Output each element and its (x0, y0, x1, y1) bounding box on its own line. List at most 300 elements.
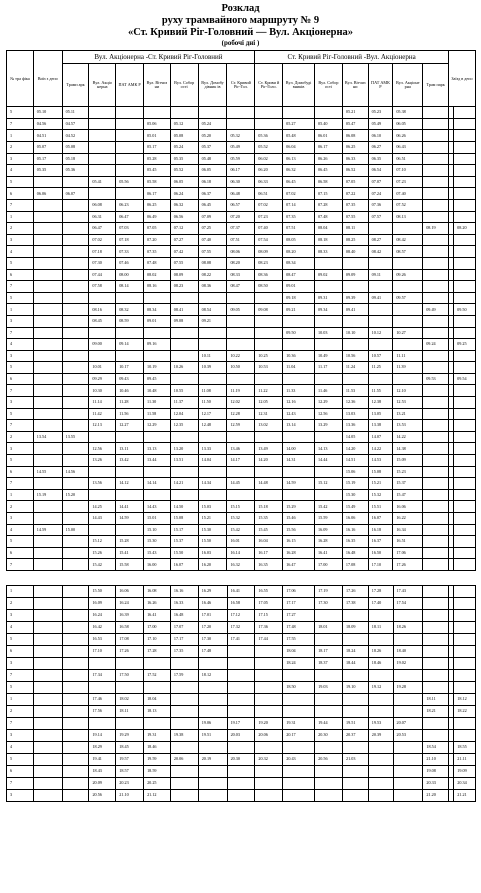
time-cell (454, 130, 476, 142)
time-cell: 17.28 (368, 585, 393, 597)
trip-number: 1 (7, 130, 34, 142)
time-cell: 15.08 (170, 513, 198, 525)
time-cell (454, 597, 476, 609)
time-cell: 10.01 (89, 362, 116, 374)
time-cell (454, 729, 476, 741)
trip-number: 3 (7, 350, 34, 362)
time-cell (116, 107, 144, 119)
time-cell: 05.52 (170, 165, 198, 177)
time-cell: 18.45 (116, 741, 144, 753)
trip-number: 5 (7, 292, 34, 304)
time-cell: 19.57 (116, 753, 144, 765)
time-cell (343, 765, 369, 777)
time-cell (33, 741, 62, 753)
time-cell: 17.40 (368, 597, 393, 609)
time-cell (423, 130, 449, 142)
time-cell: 17.10 (368, 559, 393, 571)
time-cell: 17.00 (144, 621, 171, 633)
time-cell: 12.27 (116, 420, 144, 432)
time-cell (283, 789, 315, 801)
time-cell: 13.54 (33, 431, 62, 443)
time-cell (33, 501, 62, 513)
time-cell (315, 373, 343, 385)
time-cell: 08.57 (393, 246, 423, 258)
time-cell: 12.56 (315, 408, 343, 420)
time-cell (33, 559, 62, 571)
table-row (7, 420, 476, 432)
trip-number: 5 (7, 681, 34, 693)
time-cell (315, 609, 343, 621)
time-cell: 12.43 (283, 408, 315, 420)
time-cell: 08.02 (144, 269, 171, 281)
time-cell (33, 304, 62, 316)
time-cell (62, 397, 89, 409)
time-cell: 18.54 (423, 741, 449, 753)
time-cell (393, 223, 423, 235)
time-cell: 11.53 (342, 385, 368, 397)
time-cell (227, 107, 255, 119)
time-cell: 17.46 (89, 693, 116, 705)
time-cell: 21.11 (454, 753, 476, 765)
time-cell: 20.06 (255, 729, 283, 741)
time-cell (89, 165, 116, 177)
time-cell (454, 292, 476, 304)
time-cell (255, 789, 283, 801)
time-cell (255, 669, 283, 681)
time-cell: 15.42 (315, 501, 343, 513)
time-cell: 05.27 (283, 118, 315, 130)
time-cell (393, 633, 423, 645)
time-cell: 16.16 (342, 524, 368, 536)
time-cell: 17.43 (393, 585, 423, 597)
time-cell: 16.24 (116, 597, 144, 609)
time-cell (454, 431, 476, 443)
time-cell (144, 717, 171, 729)
time-cell: 15.29 (283, 501, 315, 513)
time-cell: 09.25 (454, 339, 476, 351)
time-cell (423, 397, 449, 409)
time-cell: 07.37 (227, 223, 255, 235)
time-cell: 05.36 (255, 130, 283, 142)
time-cell: 11.24 (342, 362, 368, 374)
time-cell: 07.20 (144, 234, 171, 246)
time-cell: 13.13 (144, 443, 171, 455)
time-cell (33, 789, 62, 801)
table-row (7, 385, 476, 397)
time-cell: 16.17 (255, 547, 283, 559)
time-cell (343, 741, 369, 753)
time-cell: 17.26 (343, 585, 369, 597)
table-row (7, 524, 476, 536)
time-cell: 20.09 (89, 777, 116, 789)
time-cell (33, 547, 62, 559)
time-cell: 15.32 (227, 513, 255, 525)
time-cell: 07.40 (198, 234, 227, 246)
time-cell: 08.54 (198, 304, 227, 316)
time-cell (283, 777, 315, 789)
time-cell (423, 547, 449, 559)
time-cell (198, 681, 227, 693)
time-cell: 15.59 (315, 513, 343, 525)
time-cell: 06.25 (342, 142, 368, 154)
time-cell: 12.36 (342, 397, 368, 409)
time-cell: 17.20 (198, 621, 227, 633)
time-cell: 13.55 (62, 431, 89, 443)
time-cell (227, 765, 255, 777)
header-stop: ПАТ АМК Р (116, 64, 144, 107)
time-cell: 18.37 (315, 657, 343, 669)
time-cell: 10.57 (368, 350, 393, 362)
time-cell (116, 524, 144, 536)
time-cell: 08.20 (283, 246, 315, 258)
time-cell: 19.51 (198, 729, 227, 741)
table-row (7, 118, 476, 130)
time-cell: 06.27 (368, 142, 393, 154)
table-row (7, 466, 476, 478)
time-cell (33, 645, 62, 657)
time-cell: 07.51 (283, 223, 315, 235)
time-cell: 14.59 (33, 524, 62, 536)
time-cell (170, 693, 198, 705)
time-cell: 06.08 (342, 130, 368, 142)
time-cell: 16.35 (255, 559, 283, 571)
time-cell: 10.49 (315, 350, 343, 362)
time-cell (368, 777, 393, 789)
time-cell (423, 657, 449, 669)
time-cell: 11.37 (170, 397, 198, 409)
trip-number: 1 (7, 211, 34, 223)
trip-number: 1 (7, 304, 34, 316)
time-cell: 17.08 (342, 559, 368, 571)
time-cell: 06.10 (368, 130, 393, 142)
time-cell (423, 536, 449, 548)
time-cell (33, 633, 62, 645)
time-cell (343, 669, 369, 681)
time-cell: 07.25 (198, 223, 227, 235)
time-cell (62, 621, 89, 633)
time-cell (342, 315, 368, 327)
time-cell: 14.55 (33, 466, 62, 478)
trip-number: 7 (7, 717, 34, 729)
time-cell: 20.43 (283, 753, 315, 765)
time-cell: 16.42 (89, 621, 116, 633)
time-cell (170, 327, 198, 339)
table-row (7, 765, 476, 777)
time-cell (170, 107, 198, 119)
time-cell: 08.33 (315, 246, 343, 258)
time-cell: 09.50 (283, 327, 315, 339)
time-cell (198, 657, 227, 669)
time-cell: 13.49 (255, 443, 283, 455)
time-cell: 10.26 (170, 362, 198, 374)
time-cell: 15.43 (144, 547, 171, 559)
time-cell (198, 741, 227, 753)
time-cell (315, 339, 343, 351)
time-cell (454, 408, 476, 420)
table-row (7, 315, 476, 327)
time-cell: 08.08 (198, 257, 227, 269)
time-cell (62, 777, 89, 789)
time-cell: 08.47 (227, 281, 255, 293)
time-cell: 16.06 (116, 585, 144, 597)
time-cell: 06.33 (342, 153, 368, 165)
time-cell: 06.01 (315, 130, 343, 142)
time-cell (283, 339, 315, 351)
time-cell: 06.31 (89, 211, 116, 223)
time-cell: 14.53 (368, 455, 393, 467)
time-cell (393, 789, 423, 801)
time-cell (227, 466, 255, 478)
time-cell: 19.03 (315, 681, 343, 693)
time-cell (62, 373, 89, 385)
time-cell (198, 292, 227, 304)
time-cell (423, 165, 449, 177)
time-cell (423, 681, 449, 693)
time-cell: 06.05 (393, 118, 423, 130)
table-row (7, 729, 476, 741)
time-cell: 13.29 (315, 420, 343, 432)
table-row (7, 350, 476, 362)
time-cell (62, 536, 89, 548)
time-cell: 07.40 (255, 223, 283, 235)
time-cell: 07.20 (227, 211, 255, 223)
time-cell: 05.38 (393, 107, 423, 119)
time-cell: 14.14 (144, 478, 171, 490)
time-cell (33, 693, 62, 705)
time-cell: 05.41 (89, 176, 116, 188)
time-cell: 05.18 (62, 153, 89, 165)
time-cell: 16.39 (116, 609, 144, 621)
time-cell: 19.06 (198, 717, 227, 729)
time-cell (393, 765, 423, 777)
time-cell (227, 489, 255, 501)
time-cell: 08.06 (227, 246, 255, 258)
time-cell: 08.25 (342, 234, 368, 246)
time-cell: 18.59 (144, 765, 171, 777)
time-cell (423, 645, 449, 657)
time-cell: 17.41 (227, 633, 255, 645)
time-cell: 11.08 (198, 385, 227, 397)
time-cell: 20.33 (423, 777, 449, 789)
time-cell: 05.58 (144, 176, 171, 188)
time-cell (33, 408, 62, 420)
time-cell (342, 257, 368, 269)
time-cell: 15.58 (116, 559, 144, 571)
time-cell: 18.12 (454, 693, 476, 705)
table-row (7, 292, 476, 304)
time-cell (33, 609, 62, 621)
table-row (7, 107, 476, 119)
time-cell (62, 246, 89, 258)
time-cell: 07.23 (255, 211, 283, 223)
time-cell (33, 339, 62, 351)
time-cell: 07.22 (342, 188, 368, 200)
table-row (7, 431, 476, 443)
time-cell: 07.35 (342, 199, 368, 211)
time-cell: 08.13 (393, 211, 423, 223)
time-cell: 12.16 (283, 397, 315, 409)
time-cell: 12.38 (368, 397, 393, 409)
time-cell (33, 385, 62, 397)
time-cell (62, 339, 89, 351)
time-cell: 15.50 (89, 585, 116, 597)
time-cell: 18.24 (343, 645, 369, 657)
time-cell (423, 489, 449, 501)
time-cell (423, 246, 449, 258)
trip-number: 1 (7, 693, 34, 705)
time-cell (33, 257, 62, 269)
time-cell: 05.52 (255, 142, 283, 154)
header-stop: Вул. Собор ості (315, 64, 343, 107)
time-cell: 13.44 (144, 455, 171, 467)
time-cell: 09.29 (89, 373, 116, 385)
trip-number: 5 (7, 362, 34, 374)
trip-number: 7 (7, 420, 34, 432)
time-cell (423, 211, 449, 223)
time-cell: 07.55 (342, 211, 368, 223)
time-cell: 11.17 (315, 362, 343, 374)
time-cell: 13.56 (89, 478, 116, 490)
trip-number: 4 (7, 621, 34, 633)
time-cell (62, 645, 89, 657)
time-cell: 07.35 (283, 211, 315, 223)
time-cell: 09.21 (198, 315, 227, 327)
time-cell (62, 350, 89, 362)
header-stop: Вул. Вітчиз ни (342, 64, 368, 107)
time-cell: 20.39 (368, 729, 393, 741)
time-cell: 05.47 (342, 118, 368, 130)
time-cell (393, 304, 423, 316)
time-cell (33, 223, 62, 235)
trip-number: 7 (7, 478, 34, 490)
time-cell: 06.32 (283, 165, 315, 177)
table-row (7, 705, 476, 717)
time-cell (283, 741, 315, 753)
time-cell: 16.29 (198, 585, 227, 597)
header-stop: ПАТ АМК Р (368, 64, 393, 107)
time-cell: 19.09 (454, 765, 476, 777)
time-cell (423, 327, 449, 339)
time-cell (33, 397, 62, 409)
header-stop: Вул. Акціоне рна (393, 64, 423, 107)
time-cell: 07.24 (368, 188, 393, 200)
time-cell (170, 681, 198, 693)
time-cell (89, 431, 116, 443)
time-cell (33, 292, 62, 304)
time-cell: 15.50 (198, 536, 227, 548)
time-cell (170, 292, 198, 304)
time-cell: 15.06 (342, 466, 368, 478)
time-cell (33, 420, 62, 432)
time-cell: 16.47 (283, 559, 315, 571)
time-cell: 12.59 (227, 420, 255, 432)
time-cell (198, 789, 227, 801)
time-cell (423, 234, 449, 246)
time-cell (454, 669, 476, 681)
title-line-4: (робочі дні ) (221, 39, 260, 48)
time-cell (89, 717, 116, 729)
time-cell: 20.07 (393, 717, 423, 729)
table-row (7, 597, 476, 609)
time-cell (255, 327, 283, 339)
time-cell: 08.16 (144, 281, 171, 293)
time-cell: 07.36 (368, 199, 393, 211)
title-line-1: Розклад (221, 3, 260, 14)
time-cell: 18.43 (89, 765, 116, 777)
table-row (7, 281, 476, 293)
time-cell: 17.26 (116, 645, 144, 657)
time-cell (423, 585, 449, 597)
time-cell: 15.30 (198, 524, 227, 536)
time-cell (393, 609, 423, 621)
time-cell: 07.14 (283, 199, 315, 211)
time-cell: 06.08 (89, 199, 116, 211)
time-cell: 15.51 (368, 501, 393, 513)
time-cell (423, 153, 449, 165)
time-cell (283, 705, 315, 717)
time-cell: 13.02 (255, 420, 283, 432)
time-cell: 05.10 (33, 107, 62, 119)
time-cell: 07.33 (116, 246, 144, 258)
time-cell: 11.28 (116, 397, 144, 409)
time-cell (198, 765, 227, 777)
time-cell: 06.56 (170, 211, 198, 223)
time-cell: 18.26 (393, 621, 423, 633)
time-cell: 06.47 (89, 223, 116, 235)
time-cell (227, 339, 255, 351)
time-cell: 05.21 (342, 107, 368, 119)
time-cell: 20.37 (343, 729, 369, 741)
time-cell (33, 585, 62, 597)
time-cell: 08.36 (198, 281, 227, 293)
time-cell (227, 315, 255, 327)
time-cell (283, 693, 315, 705)
time-cell: 14.04 (198, 455, 227, 467)
time-cell: 08.42 (368, 246, 393, 258)
time-cell: 07.52 (393, 199, 423, 211)
time-cell: 17.59 (170, 669, 198, 681)
trip-number: 7 (7, 199, 34, 211)
time-cell (62, 547, 89, 559)
time-cell (33, 281, 62, 293)
table-row (7, 478, 476, 490)
time-cell (283, 466, 315, 478)
time-cell (62, 633, 89, 645)
trip-number: 2 (7, 705, 34, 717)
table-row (7, 741, 476, 753)
time-cell (89, 118, 116, 130)
time-cell: 11.33 (283, 385, 315, 397)
time-cell: 10.46 (116, 385, 144, 397)
time-cell (116, 327, 144, 339)
time-cell (116, 350, 144, 362)
time-cell (423, 188, 449, 200)
time-cell: 19.31 (283, 717, 315, 729)
time-cell (454, 547, 476, 559)
trip-number: 5 (7, 536, 34, 548)
time-cell: 14.56 (62, 466, 89, 478)
time-cell (255, 118, 283, 130)
time-cell (144, 466, 171, 478)
time-cell: 15.10 (144, 524, 171, 536)
time-cell: 11.42 (89, 408, 116, 420)
time-cell: 04.52 (62, 130, 89, 142)
time-cell (255, 466, 283, 478)
time-cell: 18.46 (144, 741, 171, 753)
time-cell: 15.12 (89, 536, 116, 548)
time-cell: 14.59 (116, 513, 144, 525)
time-cell (343, 693, 369, 705)
